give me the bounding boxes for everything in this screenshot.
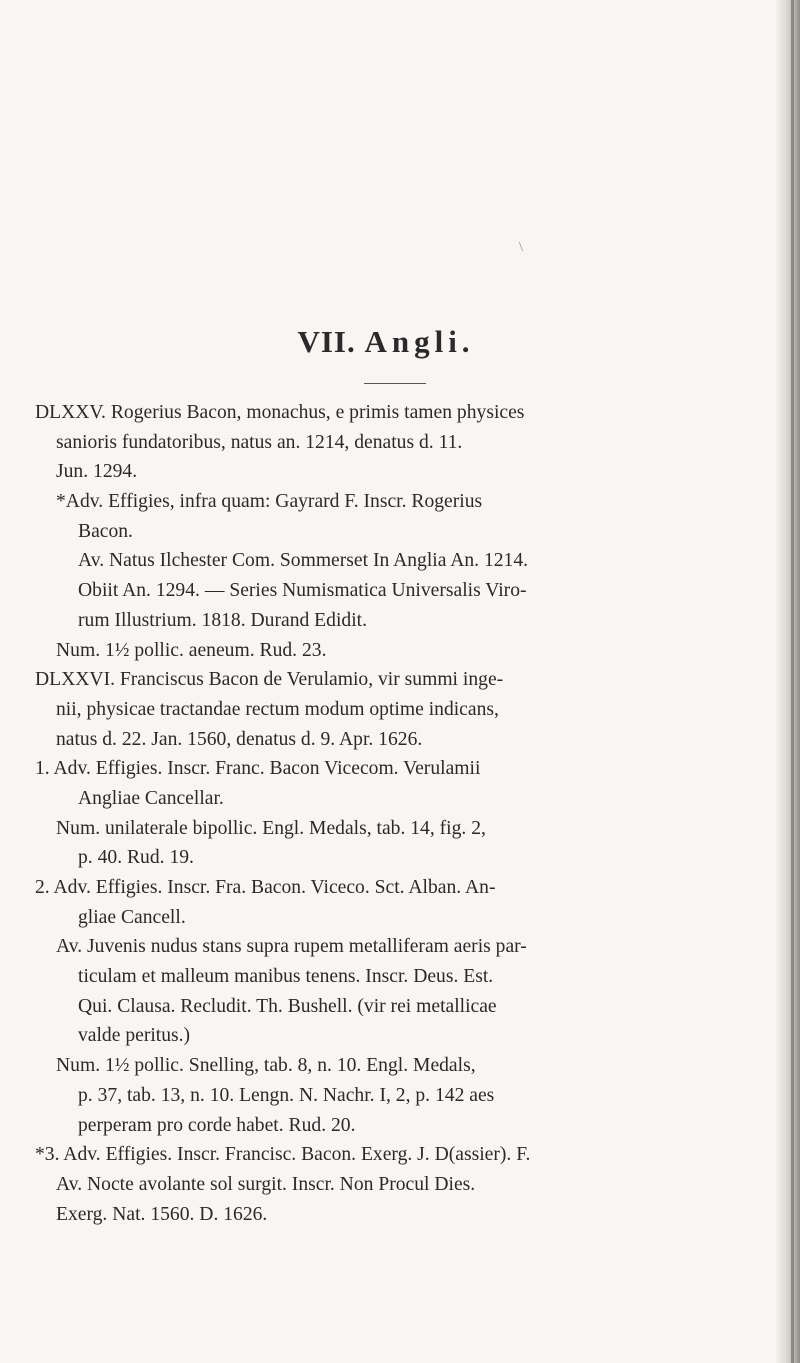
section-heading [0, 324, 772, 360]
text-line: ticulam et malleum manibus tenens. Inscr. Deus. Est. [78, 966, 494, 988]
text-line: DLXXV. Rogerius Bacon, monachus, e primis tamen physices [35, 402, 525, 423]
text-line: *Adv. Effigies, infra quam: Gayrard F. Inscr. Rogerius [56, 491, 483, 513]
catalogue-text [35, 398, 770, 1229]
text-line: *3. Adv. Effigies. Inscr. Francisc. Bacon. Exerg. J. D(assier). F. [35, 1144, 531, 1166]
text-line: Av. Juvenis nudus stans supra rupem metalliferam aeris par- [56, 936, 527, 958]
text-line: Av. Natus Ilchester Com. Sommerset In Anglia An. 1214. [78, 550, 529, 572]
page-edge-shadow [776, 0, 800, 1363]
stray-mark: \ [519, 240, 523, 255]
text-line: Num. unilaterale bipollic. Engl. Medals, tab. 14, fig. 2, [56, 817, 486, 839]
text-line: rum Illustrium. 1818. Durand Edidit. [78, 609, 367, 631]
text-line: gliae Cancell. [78, 906, 186, 928]
text-line: Qui. Clausa. Recludit. Th. Bushell. (vir rei metallicae [78, 995, 497, 1017]
text-line: Jun. 1294. [56, 461, 138, 483]
text-line: perperam pro corde habet. Rud. 20. [78, 1114, 356, 1136]
text-line: Av. Nocte avolante sol surgit. Inscr. Non Procul Dies. [56, 1173, 476, 1195]
text-line: nii, physicae tractandae rectum modum optime indicans, [56, 698, 499, 720]
section-number: VII. [297, 324, 356, 359]
text-line: Obiit An. 1294. — Series Numismatica Universalis Viro- [78, 580, 527, 602]
text-line: Num. 1½ pollic. Snelling, tab. 8, n. 10. Engl. Medals, [56, 1055, 476, 1077]
text-line: Num. 1½ pollic. aeneum. Rud. 23. [56, 639, 327, 661]
text-line: Angliae Cancellar. [78, 787, 224, 809]
heading-divider [364, 383, 426, 384]
text-line: DLXXVI. Franciscus Bacon de Verulamio, vir summi inge- [35, 669, 504, 691]
text-line: Bacon. [78, 520, 133, 542]
text-line: 1. Adv. Effigies. Inscr. Franc. Bacon Vicecom. Verulamii [35, 758, 481, 780]
text-line: p. 37, tab. 13, n. 10. Lengn. N. Nachr. I, 2, p. 142 aes [78, 1084, 495, 1106]
text-line: Exerg. Nat. 1560. D. 1626. [56, 1203, 268, 1225]
section-title: Angli. [364, 324, 475, 359]
text-line: sanioris fundatoribus, natus an. 1214, denatus d. 11. [56, 431, 463, 453]
text-line: natus d. 22. Jan. 1560, denatus d. 9. Apr. 1626. [56, 728, 423, 750]
text-line: valde peritus.) [78, 1025, 191, 1047]
text-line: p. 40. Rud. 19. [78, 847, 194, 869]
text-line: 2. Adv. Effigies. Inscr. Fra. Bacon. Viceco. Sct. Alban. An- [35, 877, 496, 898]
